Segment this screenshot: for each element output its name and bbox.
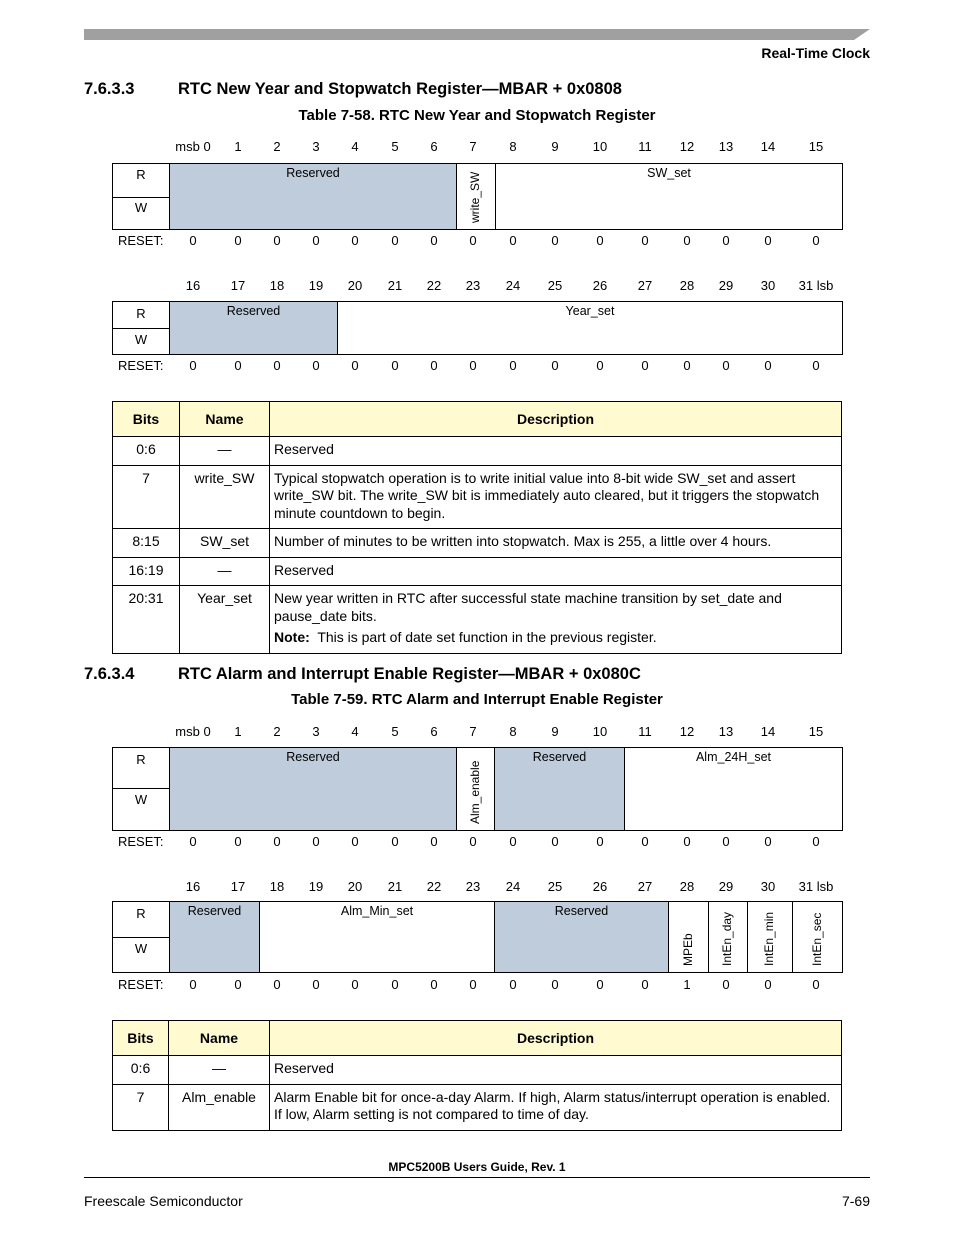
bit-number: 16 bbox=[185, 278, 201, 293]
field-reserved: Reserved bbox=[169, 302, 338, 354]
bit-number: 16 bbox=[185, 879, 201, 894]
reset-value: 0 bbox=[722, 233, 730, 248]
bit-number: 19 bbox=[308, 278, 324, 293]
row-divider bbox=[113, 197, 169, 198]
description-cell: Reserved bbox=[270, 1056, 842, 1085]
bit-number: 11 bbox=[638, 139, 652, 154]
reset-value: 0 bbox=[764, 233, 772, 248]
description-cell bbox=[270, 586, 842, 654]
reset-value: 0 bbox=[641, 233, 649, 248]
bit-number: 24 bbox=[505, 278, 521, 293]
field-alm-24h-set: Alm_24H_set bbox=[624, 748, 842, 830]
reset-value: 0 bbox=[273, 233, 281, 248]
reset-value: 0 bbox=[351, 834, 359, 849]
bit-number: 14 bbox=[760, 139, 776, 154]
bit-number: 28 bbox=[679, 278, 695, 293]
bit-number: 31 lsb bbox=[798, 278, 834, 293]
name-cell: — bbox=[169, 1056, 270, 1085]
reset-value: 0 bbox=[509, 834, 517, 849]
footer-document-title: MPC5200B Users Guide, Rev. 1 bbox=[388, 1160, 566, 1174]
name-cell: write_SW bbox=[180, 465, 270, 529]
table-row bbox=[113, 1084, 842, 1130]
description-text: New year written in RTC after successful state machine transition by set_date and pause_date bits. bbox=[274, 590, 782, 624]
bit-number: 25 bbox=[547, 879, 563, 894]
description-cell: Reserved bbox=[270, 437, 842, 466]
header-bar-tip bbox=[854, 29, 870, 40]
table-row bbox=[113, 465, 842, 529]
bit-number: 4 bbox=[351, 724, 359, 739]
row-divider bbox=[113, 788, 169, 789]
row-label-w: W bbox=[134, 200, 148, 215]
column-header: Bits bbox=[113, 402, 180, 437]
column-header: Description bbox=[270, 402, 842, 437]
reset-value: 0 bbox=[596, 977, 604, 992]
reset-label: RESET: bbox=[118, 358, 164, 373]
reset-value: 0 bbox=[430, 358, 438, 373]
bit-number: 31 lsb bbox=[798, 879, 834, 894]
field-alm-min-set: Alm_Min_set bbox=[259, 902, 495, 972]
name-cell: Alm_enable bbox=[169, 1084, 270, 1130]
reset-value: 0 bbox=[234, 233, 242, 248]
reset-value: 0 bbox=[683, 358, 691, 373]
reset-value: 0 bbox=[469, 834, 477, 849]
bit-number: 12 bbox=[679, 724, 695, 739]
reset-value: 0 bbox=[273, 977, 281, 992]
bit-number: 24 bbox=[505, 879, 521, 894]
bits-cell: 0:6 bbox=[113, 437, 180, 466]
field-alm-enable: Alm_enable bbox=[456, 748, 495, 830]
reset-value: 0 bbox=[683, 834, 691, 849]
reset-value: 0 bbox=[189, 834, 197, 849]
reset-value: 0 bbox=[234, 977, 242, 992]
table-header-row bbox=[113, 402, 842, 437]
bit-number: 29 bbox=[718, 278, 734, 293]
row-divider bbox=[113, 328, 169, 329]
bit-number: 27 bbox=[637, 278, 653, 293]
field-write-sw: write_SW bbox=[456, 164, 496, 229]
table-row bbox=[113, 557, 842, 586]
table-row bbox=[113, 1056, 842, 1085]
bit-number: 9 bbox=[551, 724, 559, 739]
reset-value: 0 bbox=[764, 834, 772, 849]
reset-value: 0 bbox=[189, 233, 197, 248]
section-number: 7.6.3.4 bbox=[84, 665, 135, 683]
reset-value: 0 bbox=[273, 834, 281, 849]
bit-number: 11 bbox=[638, 724, 652, 739]
bit-number: 1 bbox=[234, 139, 242, 154]
bit-number: 6 bbox=[430, 139, 438, 154]
bit-number: 2 bbox=[273, 724, 281, 739]
reset-value: 0 bbox=[234, 358, 242, 373]
reset-value: 0 bbox=[430, 977, 438, 992]
reset-value: 0 bbox=[812, 977, 820, 992]
table-row bbox=[113, 529, 842, 558]
bit-number: 3 bbox=[312, 724, 320, 739]
bit-number: 28 bbox=[679, 879, 695, 894]
bit-number: msb 0 bbox=[175, 139, 211, 154]
bit-number: 21 bbox=[387, 278, 403, 293]
field-reserved: Reserved bbox=[169, 164, 457, 229]
description-cell: Typical stopwatch operation is to write initial value into 8-bit wide SW_set and assert write_SW bit. The write_SW bit is immediately auto cleared, but it triggers the stopwatch minute countdown to begin. bbox=[270, 465, 842, 529]
bit-number: 8 bbox=[509, 724, 517, 739]
row-divider bbox=[113, 937, 169, 938]
row-label-r: R bbox=[136, 167, 146, 182]
table-header-row bbox=[113, 1021, 842, 1056]
bit-number: 13 bbox=[718, 724, 734, 739]
bit-number: 20 bbox=[347, 879, 363, 894]
section-heading-1 bbox=[84, 80, 622, 99]
bit-number: 13 bbox=[718, 139, 734, 154]
reset-value: 0 bbox=[641, 977, 649, 992]
reset-value: 0 bbox=[551, 358, 559, 373]
field-reserved: Reserved bbox=[169, 748, 457, 830]
reset-value: 0 bbox=[391, 358, 399, 373]
register-diagram bbox=[112, 901, 843, 973]
reset-value: 0 bbox=[391, 834, 399, 849]
bit-number: 4 bbox=[351, 139, 359, 154]
bit-number: 22 bbox=[426, 879, 442, 894]
reset-label: RESET: bbox=[118, 233, 164, 248]
table-caption: Table 7-59. RTC Alarm and Interrupt Enable Register bbox=[291, 691, 663, 708]
reset-value: 0 bbox=[351, 358, 359, 373]
reset-value: 0 bbox=[469, 358, 477, 373]
running-header: Real-Time Clock bbox=[761, 45, 870, 61]
row-label-w: W bbox=[134, 941, 148, 956]
reset-value: 0 bbox=[430, 233, 438, 248]
description-cell: Alarm Enable bit for once-a-day Alarm. If high, Alarm status/interrupt operation is enabled. If low, Alarm setting is not compared to time of day. bbox=[270, 1084, 842, 1130]
reset-value: 0 bbox=[764, 358, 772, 373]
bit-number: 30 bbox=[760, 278, 776, 293]
reset-value: 0 bbox=[312, 977, 320, 992]
bit-number: 17 bbox=[230, 278, 246, 293]
name-cell: — bbox=[180, 557, 270, 586]
row-label-w: W bbox=[134, 332, 148, 347]
field-inten-sec: IntEn_sec bbox=[792, 902, 842, 972]
name-cell: Year_set bbox=[180, 586, 270, 654]
column-header: Name bbox=[169, 1021, 270, 1056]
reset-label: RESET: bbox=[118, 977, 164, 992]
reset-value: 0 bbox=[596, 834, 604, 849]
bits-cell: 20:31 bbox=[113, 586, 180, 654]
bit-number: 26 bbox=[592, 278, 608, 293]
reset-value: 0 bbox=[596, 358, 604, 373]
bit-number: 2 bbox=[273, 139, 281, 154]
reset-value: 0 bbox=[312, 834, 320, 849]
reset-value: 0 bbox=[351, 977, 359, 992]
bit-number: 6 bbox=[430, 724, 438, 739]
reset-value: 0 bbox=[596, 233, 604, 248]
column-header: Name bbox=[180, 402, 270, 437]
bit-number: 7 bbox=[469, 139, 477, 154]
bit-number: 23 bbox=[465, 278, 481, 293]
register-diagram bbox=[112, 163, 843, 230]
bits-cell: 16:19 bbox=[113, 557, 180, 586]
reset-value: 0 bbox=[189, 977, 197, 992]
reset-value: 0 bbox=[722, 834, 730, 849]
column-header: Bits bbox=[113, 1021, 169, 1056]
reset-value: 1 bbox=[683, 977, 691, 992]
bit-number: 25 bbox=[547, 278, 563, 293]
field-sw-set: SW_set bbox=[495, 164, 842, 229]
bit-number: 3 bbox=[312, 139, 320, 154]
reset-value: 0 bbox=[812, 834, 820, 849]
reset-value: 0 bbox=[641, 358, 649, 373]
section-heading-2 bbox=[84, 665, 641, 684]
reset-value: 0 bbox=[312, 233, 320, 248]
bit-number: 19 bbox=[308, 879, 324, 894]
section-title: RTC Alarm and Interrupt Enable Register—MBAR + 0x080C bbox=[178, 665, 641, 683]
reset-value: 0 bbox=[764, 977, 772, 992]
reset-value: 0 bbox=[391, 977, 399, 992]
register-diagram bbox=[112, 301, 843, 355]
bit-number: 23 bbox=[465, 879, 481, 894]
bit-number: 7 bbox=[469, 724, 477, 739]
field-reserved: Reserved bbox=[494, 748, 625, 830]
description-cell: Reserved bbox=[270, 557, 842, 586]
reset-value: 0 bbox=[812, 358, 820, 373]
row-label-r: R bbox=[136, 752, 146, 767]
field-inten-day: IntEn_day bbox=[708, 902, 748, 972]
bit-number: 17 bbox=[230, 879, 246, 894]
section-title: RTC New Year and Stopwatch Register—MBAR + 0x0808 bbox=[178, 80, 622, 98]
bit-number: 21 bbox=[387, 879, 403, 894]
header-bar bbox=[84, 29, 854, 40]
reset-value: 0 bbox=[509, 358, 517, 373]
description-cell: Number of minutes to be written into stopwatch. Max is 255, a little over 4 hours. bbox=[270, 529, 842, 558]
bit-number: msb 0 bbox=[175, 724, 211, 739]
bit-number: 26 bbox=[592, 879, 608, 894]
field-year-set: Year_set bbox=[337, 302, 842, 354]
reset-label: RESET: bbox=[118, 834, 164, 849]
footer-rule bbox=[84, 1177, 870, 1178]
field-mpeb: MPEb bbox=[668, 902, 709, 972]
reset-value: 0 bbox=[641, 834, 649, 849]
note bbox=[274, 629, 837, 647]
field-description-table bbox=[112, 401, 842, 654]
reset-value: 0 bbox=[551, 233, 559, 248]
bits-cell: 0:6 bbox=[113, 1056, 169, 1085]
reset-value: 0 bbox=[722, 358, 730, 373]
footer-page-number: 7-69 bbox=[841, 1193, 870, 1209]
bit-number: 9 bbox=[551, 139, 559, 154]
reset-value: 0 bbox=[722, 977, 730, 992]
bit-number: 27 bbox=[637, 879, 653, 894]
bit-number: 10 bbox=[592, 139, 608, 154]
field-reserved: Reserved bbox=[494, 902, 669, 972]
bit-number: 30 bbox=[760, 879, 776, 894]
reset-value: 0 bbox=[391, 233, 399, 248]
section-number: 7.6.3.3 bbox=[84, 80, 135, 98]
reset-value: 0 bbox=[509, 977, 517, 992]
name-cell: SW_set bbox=[180, 529, 270, 558]
bits-cell: 7 bbox=[113, 1084, 169, 1130]
reset-value: 0 bbox=[312, 358, 320, 373]
table-row bbox=[113, 586, 842, 654]
bit-number: 18 bbox=[269, 278, 285, 293]
reset-value: 0 bbox=[812, 233, 820, 248]
bits-cell: 7 bbox=[113, 465, 180, 529]
bit-number: 15 bbox=[808, 139, 824, 154]
reset-value: 0 bbox=[430, 834, 438, 849]
field-description-table bbox=[112, 1020, 842, 1131]
name-cell: — bbox=[180, 437, 270, 466]
reset-value: 0 bbox=[683, 233, 691, 248]
table-caption: Table 7-58. RTC New Year and Stopwatch Register bbox=[298, 107, 656, 124]
bit-number: 20 bbox=[347, 278, 363, 293]
reset-value: 0 bbox=[234, 834, 242, 849]
bit-number: 10 bbox=[592, 724, 608, 739]
register-diagram bbox=[112, 747, 843, 831]
bit-number: 8 bbox=[509, 139, 517, 154]
reset-value: 0 bbox=[551, 977, 559, 992]
reset-value: 0 bbox=[469, 977, 477, 992]
reset-value: 0 bbox=[351, 233, 359, 248]
reset-value: 0 bbox=[509, 233, 517, 248]
bit-number: 22 bbox=[426, 278, 442, 293]
reset-value: 0 bbox=[551, 834, 559, 849]
row-label-w: W bbox=[134, 792, 148, 807]
note-text: This is part of date set function in the previous register. bbox=[317, 629, 657, 645]
reset-value: 0 bbox=[469, 233, 477, 248]
bit-number: 1 bbox=[234, 724, 242, 739]
bit-number: 5 bbox=[391, 724, 399, 739]
reset-value: 0 bbox=[273, 358, 281, 373]
note-label: Note: bbox=[274, 629, 310, 645]
row-label-r: R bbox=[136, 306, 146, 321]
bit-number: 29 bbox=[718, 879, 734, 894]
bit-number: 18 bbox=[269, 879, 285, 894]
bit-number: 5 bbox=[391, 139, 399, 154]
field-reserved: Reserved bbox=[169, 902, 260, 972]
row-label-r: R bbox=[136, 906, 146, 921]
reset-value: 0 bbox=[189, 358, 197, 373]
bit-number: 15 bbox=[808, 724, 824, 739]
bit-number: 14 bbox=[760, 724, 776, 739]
field-inten-min: IntEn_min bbox=[747, 902, 793, 972]
bit-number: 12 bbox=[679, 139, 695, 154]
column-header: Description bbox=[270, 1021, 842, 1056]
footer-company: Freescale Semiconductor bbox=[84, 1193, 243, 1209]
bits-cell: 8:15 bbox=[113, 529, 180, 558]
table-row bbox=[113, 437, 842, 466]
